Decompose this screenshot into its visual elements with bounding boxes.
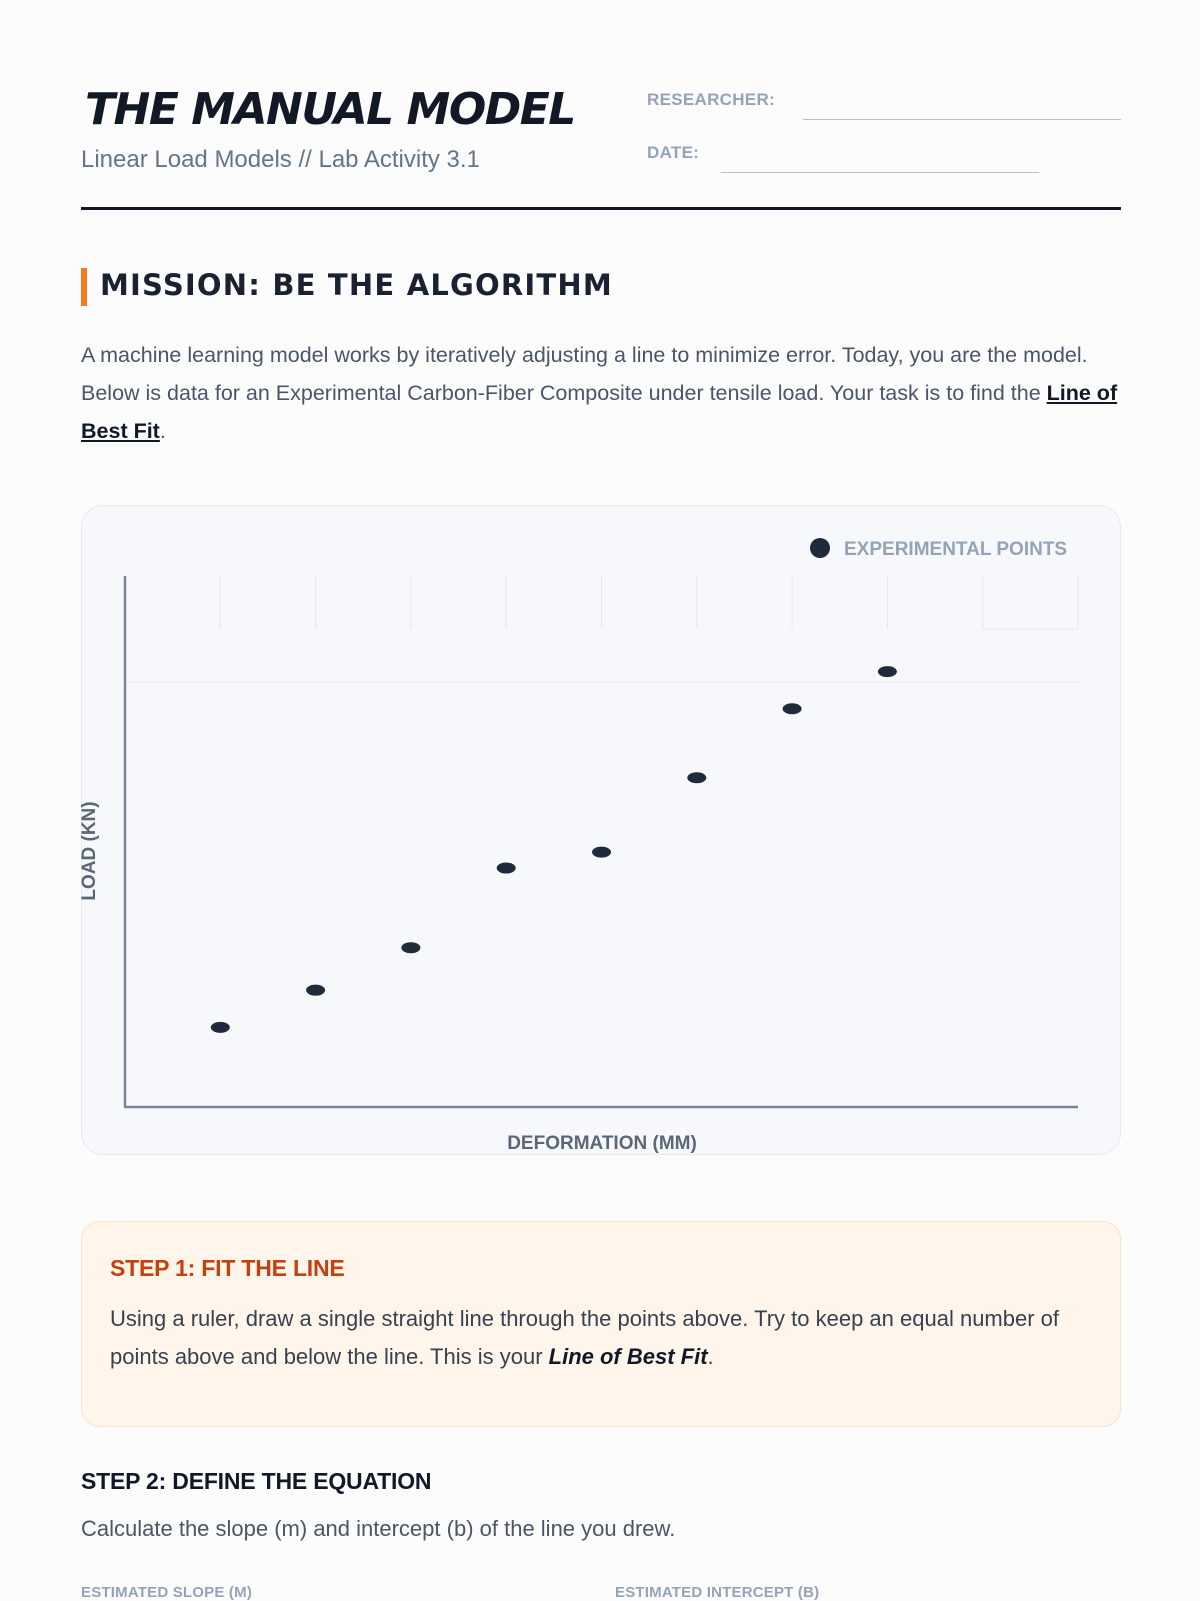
step1-end: .: [707, 1344, 714, 1369]
step1-body: [110, 1300, 1100, 1376]
data-point: [211, 1022, 230, 1033]
mission-accent-bar: [81, 268, 87, 306]
x-axis-label: DEFORMATION (MM): [507, 1133, 697, 1154]
data-point: [497, 863, 516, 874]
header-divider: [81, 207, 1121, 210]
data-point: [306, 985, 325, 996]
date-field[interactable]: [721, 172, 1039, 173]
data-point: [783, 703, 802, 714]
researcher-label: RESEARCHER:: [647, 90, 775, 109]
mission-intro: [81, 336, 1121, 450]
chart-gridlines: [125, 576, 1078, 682]
worksheet-title: THE MANUAL MODEL: [85, 84, 575, 135]
date-label: DATE:: [647, 143, 700, 162]
intro-end: .: [159, 419, 166, 443]
step1-title: STEP 1: FIT THE LINE: [110, 1255, 345, 1281]
step2-body: Calculate the slope (m) and intercept (b) of the line you drew.: [81, 1516, 676, 1541]
worksheet-page: [81, 0, 1121, 1600]
step1-emphasis: Line of Best Fit: [548, 1344, 708, 1369]
step2-title: STEP 2: DEFINE THE EQUATION: [81, 1468, 432, 1494]
y-axis-label: LOAD (KN): [79, 801, 100, 901]
intro-emphasis: Line of Best Fit: [81, 381, 1118, 443]
data-point: [592, 847, 611, 858]
mission-title: MISSION: BE THE ALGORITHM: [100, 268, 613, 302]
legend-label: EXPERIMENTAL POINTS: [844, 539, 1068, 560]
step1-text: Using a ruler, draw a single straight line through the points above. Try to keep an equal number of points above and below the line. This is your: [110, 1306, 1060, 1369]
data-point: [401, 942, 420, 953]
data-point: [687, 772, 706, 783]
worksheet-subtitle: Linear Load Models // Lab Activity 3.1: [81, 146, 480, 173]
slope-label: ESTIMATED SLOPE (M): [81, 1584, 253, 1601]
researcher-field[interactable]: [803, 119, 1121, 120]
data-points: [211, 666, 897, 1033]
scatter-chart-card: [81, 505, 1121, 1155]
scatter-chart: [79, 506, 1122, 1156]
data-point: [878, 666, 897, 677]
intro-text: A machine learning model works by iteratively adjusting a line to minimize error. Today, you are the model. Below is data for an Experimental Carbon-Fiber Composite under tensile load. Your task is to find the: [81, 343, 1088, 405]
legend-marker: [810, 538, 830, 558]
intercept-label: ESTIMATED INTERCEPT (B): [615, 1584, 820, 1601]
step1-callout: [81, 1221, 1121, 1427]
